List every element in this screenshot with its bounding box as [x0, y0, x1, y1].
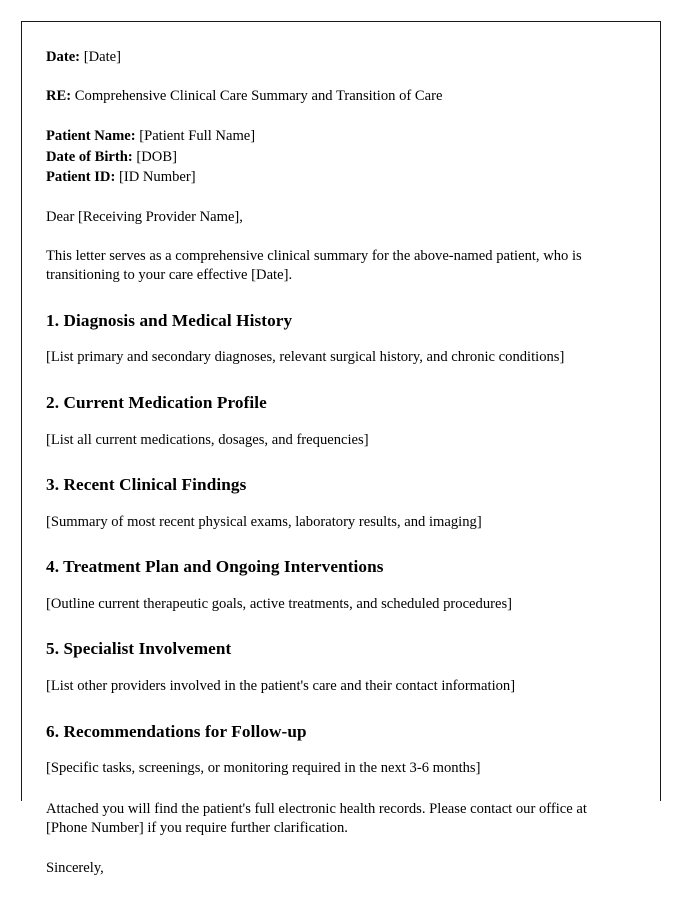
document-page	[21, 21, 661, 876]
closing-paragraph: Attached you will find the patient's full electronic health records. Please contact our office at [Phone Number] if you require further clarification.	[46, 800, 587, 837]
section-body-5: [List other providers involved in the patient's care and their contact information]	[46, 678, 516, 695]
section-body-6: [Specific tasks, screenings, or monitoring required in the next 3-6 months]	[46, 760, 481, 777]
section-body-1: [List primary and secondary diagnoses, relevant surgical history, and chronic conditions]	[46, 349, 565, 366]
section-body-4: [Outline current therapeutic goals, active treatments, and scheduled procedures]	[46, 595, 512, 612]
date-of-birth-line	[46, 149, 629, 166]
re-value: Comprehensive Clinical Care Summary and Transition of Care	[74, 88, 443, 105]
date-of-birth-value: [DOB]	[136, 148, 177, 165]
section-heading-4: 4. Treatment Plan and Ongoing Interventions	[46, 557, 384, 577]
patient-id-label: Patient ID:	[46, 168, 116, 185]
date-of-birth-label: Date of Birth:	[46, 148, 133, 165]
signoff: Sincerely,	[46, 859, 104, 876]
date-line	[46, 49, 629, 66]
patient-name-value: [Patient Full Name]	[139, 128, 256, 145]
re-label: RE:	[46, 88, 72, 105]
section-heading-3: 3. Recent Clinical Findings	[46, 475, 247, 495]
section-heading-5: 5. Specialist Involvement	[46, 639, 232, 659]
date-value: [Date]	[83, 49, 121, 65]
section-body-3: [Summary of most recent physical exams, laboratory results, and imaging]	[46, 513, 482, 530]
letter-body	[46, 22, 629, 878]
section-body-2: [List all current medications, dosages, and frequencies]	[46, 431, 369, 448]
intro-paragraph: This letter serves as a comprehensive clinical summary for the above-named patient, who is transitioning to your care effective [Date].	[46, 247, 582, 284]
patient-id-line	[46, 169, 629, 186]
re-line	[46, 88, 629, 105]
section-heading-6: 6. Recommendations for Follow-up	[46, 721, 307, 741]
patient-name-line	[46, 128, 629, 145]
patient-info-block	[46, 128, 629, 186]
patient-id-value: [ID Number]	[118, 168, 196, 185]
date-block	[46, 49, 629, 66]
section-heading-2: 2. Current Medication Profile	[46, 392, 267, 412]
salutation: Dear [Receiving Provider Name],	[46, 209, 243, 226]
re-block	[46, 88, 629, 105]
section-heading-1: 1. Diagnosis and Medical History	[46, 310, 293, 330]
patient-name-label: Patient Name:	[46, 128, 136, 145]
date-label: Date:	[46, 49, 81, 65]
